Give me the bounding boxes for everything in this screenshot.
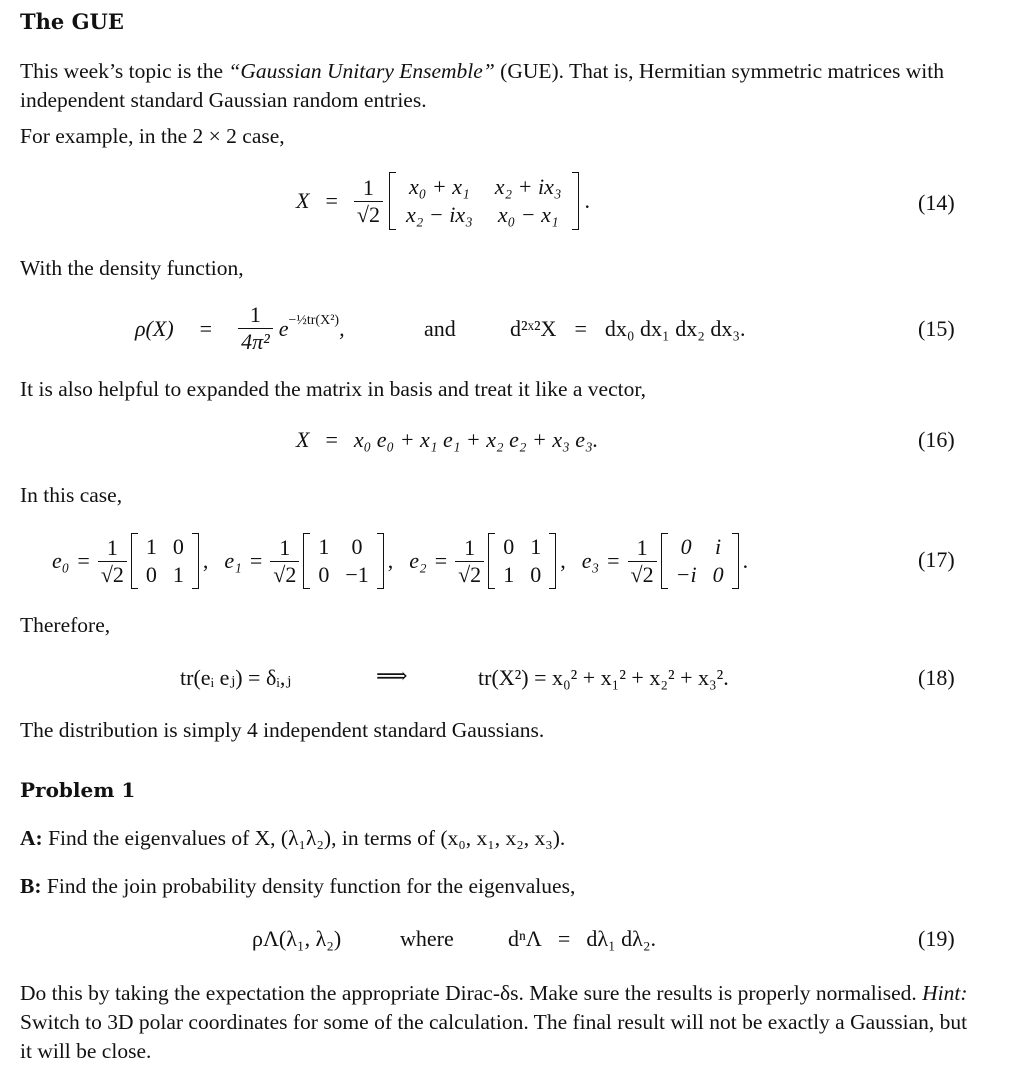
therefore-line: Therefore,: [20, 613, 111, 637]
equation-17: e₀ = $\frac{1}{√2}$ 1 0 0 1 , e₁ = $\frac{1}{√2}$ 1 0 0 −1 , e₂ = $\frac{1}{√2}$ 0 1 1 0 , e₃ = $\frac{1}{√2}$ 0 i −i 0 .: [52, 534, 749, 587]
equation-18-lhs: tr(eᵢ eⱼ) = δᵢ,ⱼ: [180, 665, 292, 690]
distribution-line: The distribution is simply 4 independent standard Gaussians.: [20, 718, 545, 742]
equation-15-and: and: [424, 316, 456, 341]
equation-15-number: (15): [918, 316, 955, 341]
equation-18-arrow: ⟹: [376, 663, 408, 688]
intro-paragraph: This week’s topic is the “Gaussian Unitary Ensemble” (GUE). That is, Hermitian symmetric matrices with independent standard Gaussian random entries.: [20, 59, 944, 112]
equation-14: X = $\frac{1}{√2}$ x₀ + x₁ x₂ + ix₃ x₂ − ix₃ x₀ − x₁ .: [296, 172, 590, 230]
equation-15-measure: d²ˣ²X = dx₀ dx₁ dx₂ dx₃.: [510, 316, 746, 341]
problem-part-a: A: Find the eigenvalues of X, (λ₁λ₂), in terms of (x₀, x₁, x₂, x₃).: [20, 826, 566, 850]
basis-intro: It is also helpful to expanded the matrix in basis and treat it like a vector,: [20, 377, 647, 401]
equation-15-density: ρ(X) = $\frac{1}{\text{4π²}}$ $e^{-\frac{1}{2}tr(X^2)}$,: [135, 302, 345, 354]
equation-19-measure: dⁿΛ = dλ₁ dλ₂.: [508, 926, 656, 951]
equation-16: X = x₀ e₀ + x₁ e₁ + x₂ e₂ + x₃ e₃.: [296, 427, 599, 452]
equation-19-lhs: ρΛ(λ₁, λ₂): [252, 926, 342, 951]
equation-16-number: (16): [918, 427, 955, 452]
problem-part-b: B: Find the join probability density function for the eigenvalues,: [20, 874, 576, 898]
equation-19-number: (19): [918, 926, 955, 951]
equation-18-number: (18): [918, 665, 955, 690]
intro-example-line: For example, in the 2 × 2 case,: [20, 124, 285, 148]
equation-18-rhs: tr(X²) = x₀² + x₁² + x₂² + x₃².: [478, 665, 729, 690]
equation-17-number: (17): [918, 547, 955, 572]
equation-14-number: (14): [918, 190, 955, 215]
page-title: The GUE: [20, 9, 124, 34]
problem-title: Problem 1: [20, 778, 136, 802]
equation-19-where: where: [400, 926, 454, 951]
closing-paragraph: Do this by taking the expectation the appropriate Dirac-δs. Make sure the results is properly normalised. Hint: Switch to 3D polar coordinates for some of the calculation. The final result will not be exactly a Gaussian, but it will be close.: [20, 981, 968, 1063]
case-intro: In this case,: [20, 483, 123, 507]
density-intro: With the density function,: [20, 256, 244, 280]
